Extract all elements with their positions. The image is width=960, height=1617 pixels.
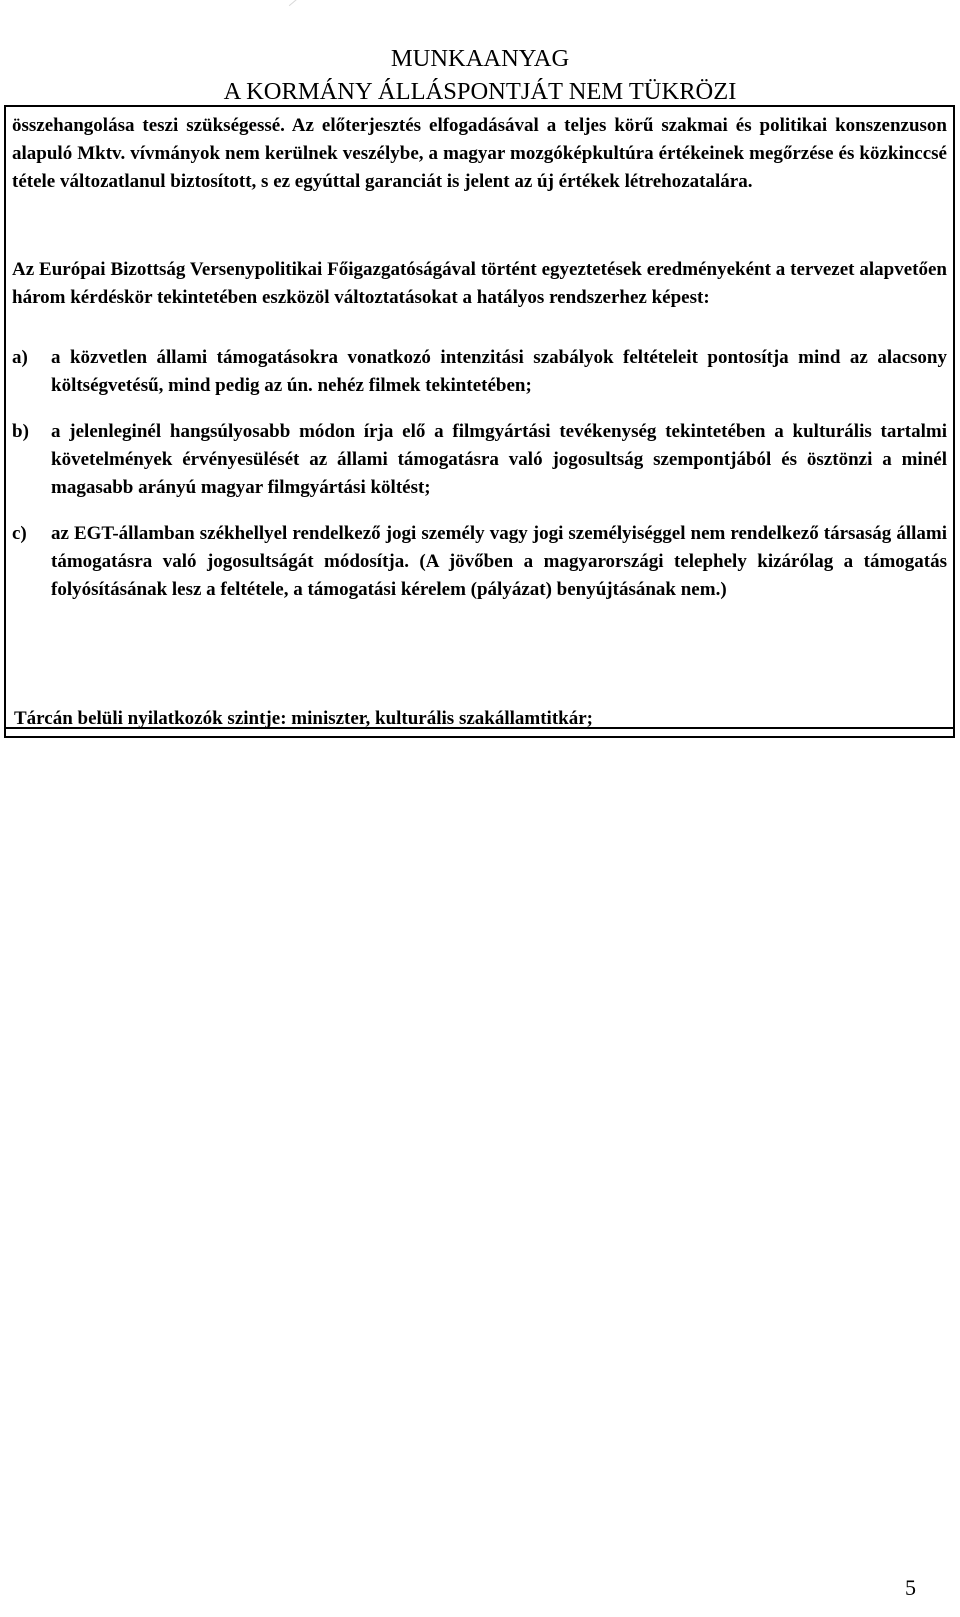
spokesperson-text: Tárcán belüli nyilatkozók szintje: miniszter, kulturális szakállamtitkár; [14, 708, 593, 729]
list-marker: b) [12, 421, 29, 442]
list-item-text: a közvetlen állami támogatásokra vonatkozó intenzitási szabályok feltételeit pontosítja mind az alacsony költségvetésű, mind pedig az ún. nehéz filmek tekintetében; [51, 347, 947, 396]
list-marker: c) [12, 523, 27, 544]
paragraph-2: Az Európai Bizottság Versenypolitikai Főigazgatóságával történt egyeztetések eredményeként a tervezet alapvetően három kérdéskör tekintetében eszközöl változtatásokat a hatályos rendszerhez képest: [12, 259, 947, 308]
page-number: 5 [905, 1575, 916, 1600]
list-item-c [12, 520, 947, 604]
header-line-1: MUNKAANYAG [390, 45, 570, 72]
list-item-a [12, 344, 947, 400]
list-item-b [12, 418, 947, 502]
list-item-text: a jelenleginél hangsúlyosabb módon írja elő a filmgyártási tevékenység tekintetében a kulturális tartalmi követelmények érvényesülését az állami támogatásra való jogosultság szempontjából és ösztönzi a minél magasabb arányú magyar filmgyártási költést; [51, 421, 947, 498]
list-marker: a) [12, 347, 28, 368]
list-item-text: az EGT-államban székhellyel rendelkező jogi személy vagy jogi személyiséggel nem rendelkező társaság állami támogatásra való jogosultságát módosítja. (A jövőben a magyarországi telephely kizárólag a támogatás folyósításának lesz a feltétele, a támogatási kérelem (pályázat) benyújtásának nem.) [51, 523, 947, 600]
changes-list [12, 344, 947, 622]
stray-mark [289, 0, 297, 6]
document-header [0, 42, 960, 108]
header-line-2: A KORMÁNY ÁLLÁSPONTJÁT NEM TÜKRÖZI [223, 78, 737, 105]
paragraph-1: összehangolása teszi szükségessé. Az előterjesztés elfogadásával a teljes körű szakmai és politikai konszenzuson alapuló Mktv. vívmányok nem kerülnek veszélybe, a magyar mozgóképkultúra értékeinek megőrzése és közkinccsé tétele változatlanul biztosított, s ez egyúttal garanciát is jelent az új értékek létrehozatalára. [12, 115, 947, 192]
spokesperson-row [4, 704, 955, 738]
